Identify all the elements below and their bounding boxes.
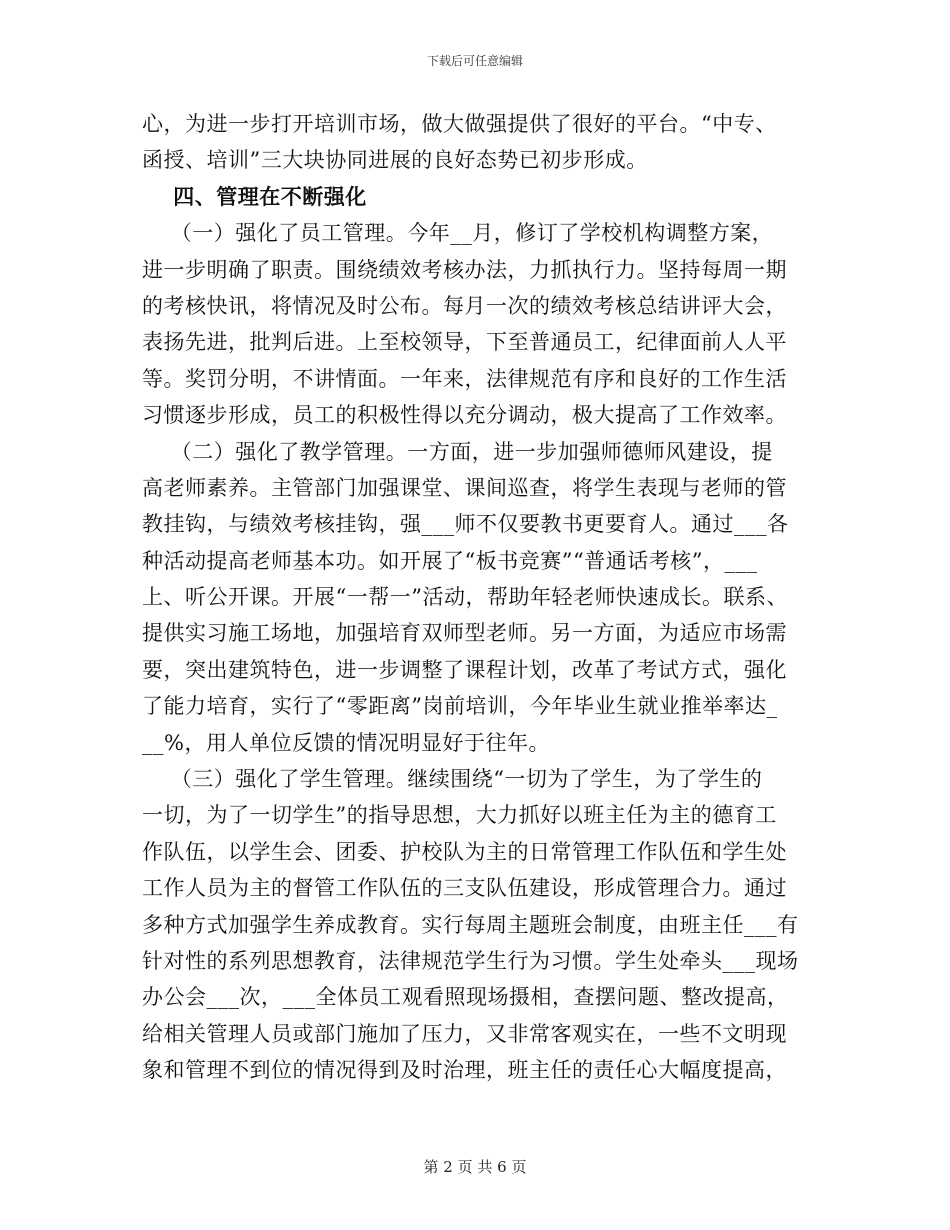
- text-line: 种活动提高老师基本功。如开展了“板书竞赛”“普通话考核”，___: [142, 548, 758, 573]
- text-line: 教挂钩，与绩效考核挂钩，强___师不仅要教书更要育人。通过___各: [142, 512, 789, 537]
- text-line: 作队伍，以学生会、团委、护校队为主的日常管理工作队伍和学生处: [142, 839, 787, 864]
- text-line: 要，突出建筑特色，进一步调整了课程计划，改革了考试方式，强化: [142, 657, 787, 682]
- text-line: 函授、培训”三大块协同进展的良好态势已初步形成。: [142, 148, 648, 173]
- page-number: 第 2 页 共 6 页: [423, 1158, 527, 1176]
- text-line: 多种方式加强学生养成教育。实行每周主题班会制度，由班主任___有: [142, 912, 799, 937]
- text-line: 工作人员为主的督管工作队伍的三支队伍建设，形成管理合力。通过: [142, 876, 787, 901]
- page-header: 下载后可任意编辑: [426, 54, 523, 68]
- text-line: 了能力培育，实行了“零距离”岗前培训，今年毕业生就业推举率达_: [142, 694, 778, 719]
- text-line: 习惯逐步形成，员工的积极性得以充分调动，极大提高了工作效率。: [142, 403, 787, 428]
- text-line: （一）强化了员工管理。今年__月，修订了学校机构调整方案，: [142, 221, 774, 246]
- text-line: 等。奖罚分明，不讲情面。一年来，法律规范有序和良好的工作生活: [142, 366, 787, 391]
- text-line: 上、听公开课。开展“一帮一”活动，帮助年轻老师快速成长。联系、: [142, 585, 788, 610]
- text-line: 针对性的系列思想教育，法律规范学生行为习惯。学生处牵头___现场: [142, 948, 799, 973]
- text-line: 提供实习施工场地，加强培育双师型老师。另一方面，为适应市场需: [142, 621, 787, 646]
- text-line: （三）强化了学生管理。继续围绕“一切为了学生，为了学生的: [142, 767, 763, 792]
- text-line: 象和管理不到位的情况得到及时治理，班主任的责任心大幅度提高，: [142, 1058, 787, 1083]
- text-line: 给相关管理人员或部门施加了压力，又非常客观实在，一些不文明现: [142, 1021, 787, 1046]
- text-line: 办公会___次，___全体员工观看照现场摄相，查摆问题、整改提高，: [142, 985, 789, 1010]
- text-line: __%，用人单位反馈的情况明显好于往年。: [142, 730, 550, 755]
- text-line: 进一步明确了职责。围绕绩效考核办法，力抓执行力。坚持每周一期: [142, 257, 787, 282]
- section-heading: 四、管理在不断强化: [142, 183, 367, 209]
- text-line: 心，为进一步打开培训市场，做大做强提供了很好的平台。“中专、: [142, 112, 777, 136]
- text-line: 高老师素养。主管部门加强课堂、课间巡查，将学生表现与老师的管: [142, 475, 787, 500]
- text-line: （二）强化了教学管理。一方面，进一步加强师德师风建设，提: [142, 439, 773, 464]
- text-line: 表扬先进，批判后进。上至校领导，下至普通员工，纪律面前人人平: [142, 330, 787, 355]
- document-body: [142, 106, 810, 1089]
- text-line: 的考核快讯，将情况及时公布。每月一次的绩效考核总结讲评大会，: [142, 293, 787, 318]
- text-line: 一切，为了一切学生”的指导思想，大力抓好以班主任为主的德育工: [142, 803, 777, 828]
